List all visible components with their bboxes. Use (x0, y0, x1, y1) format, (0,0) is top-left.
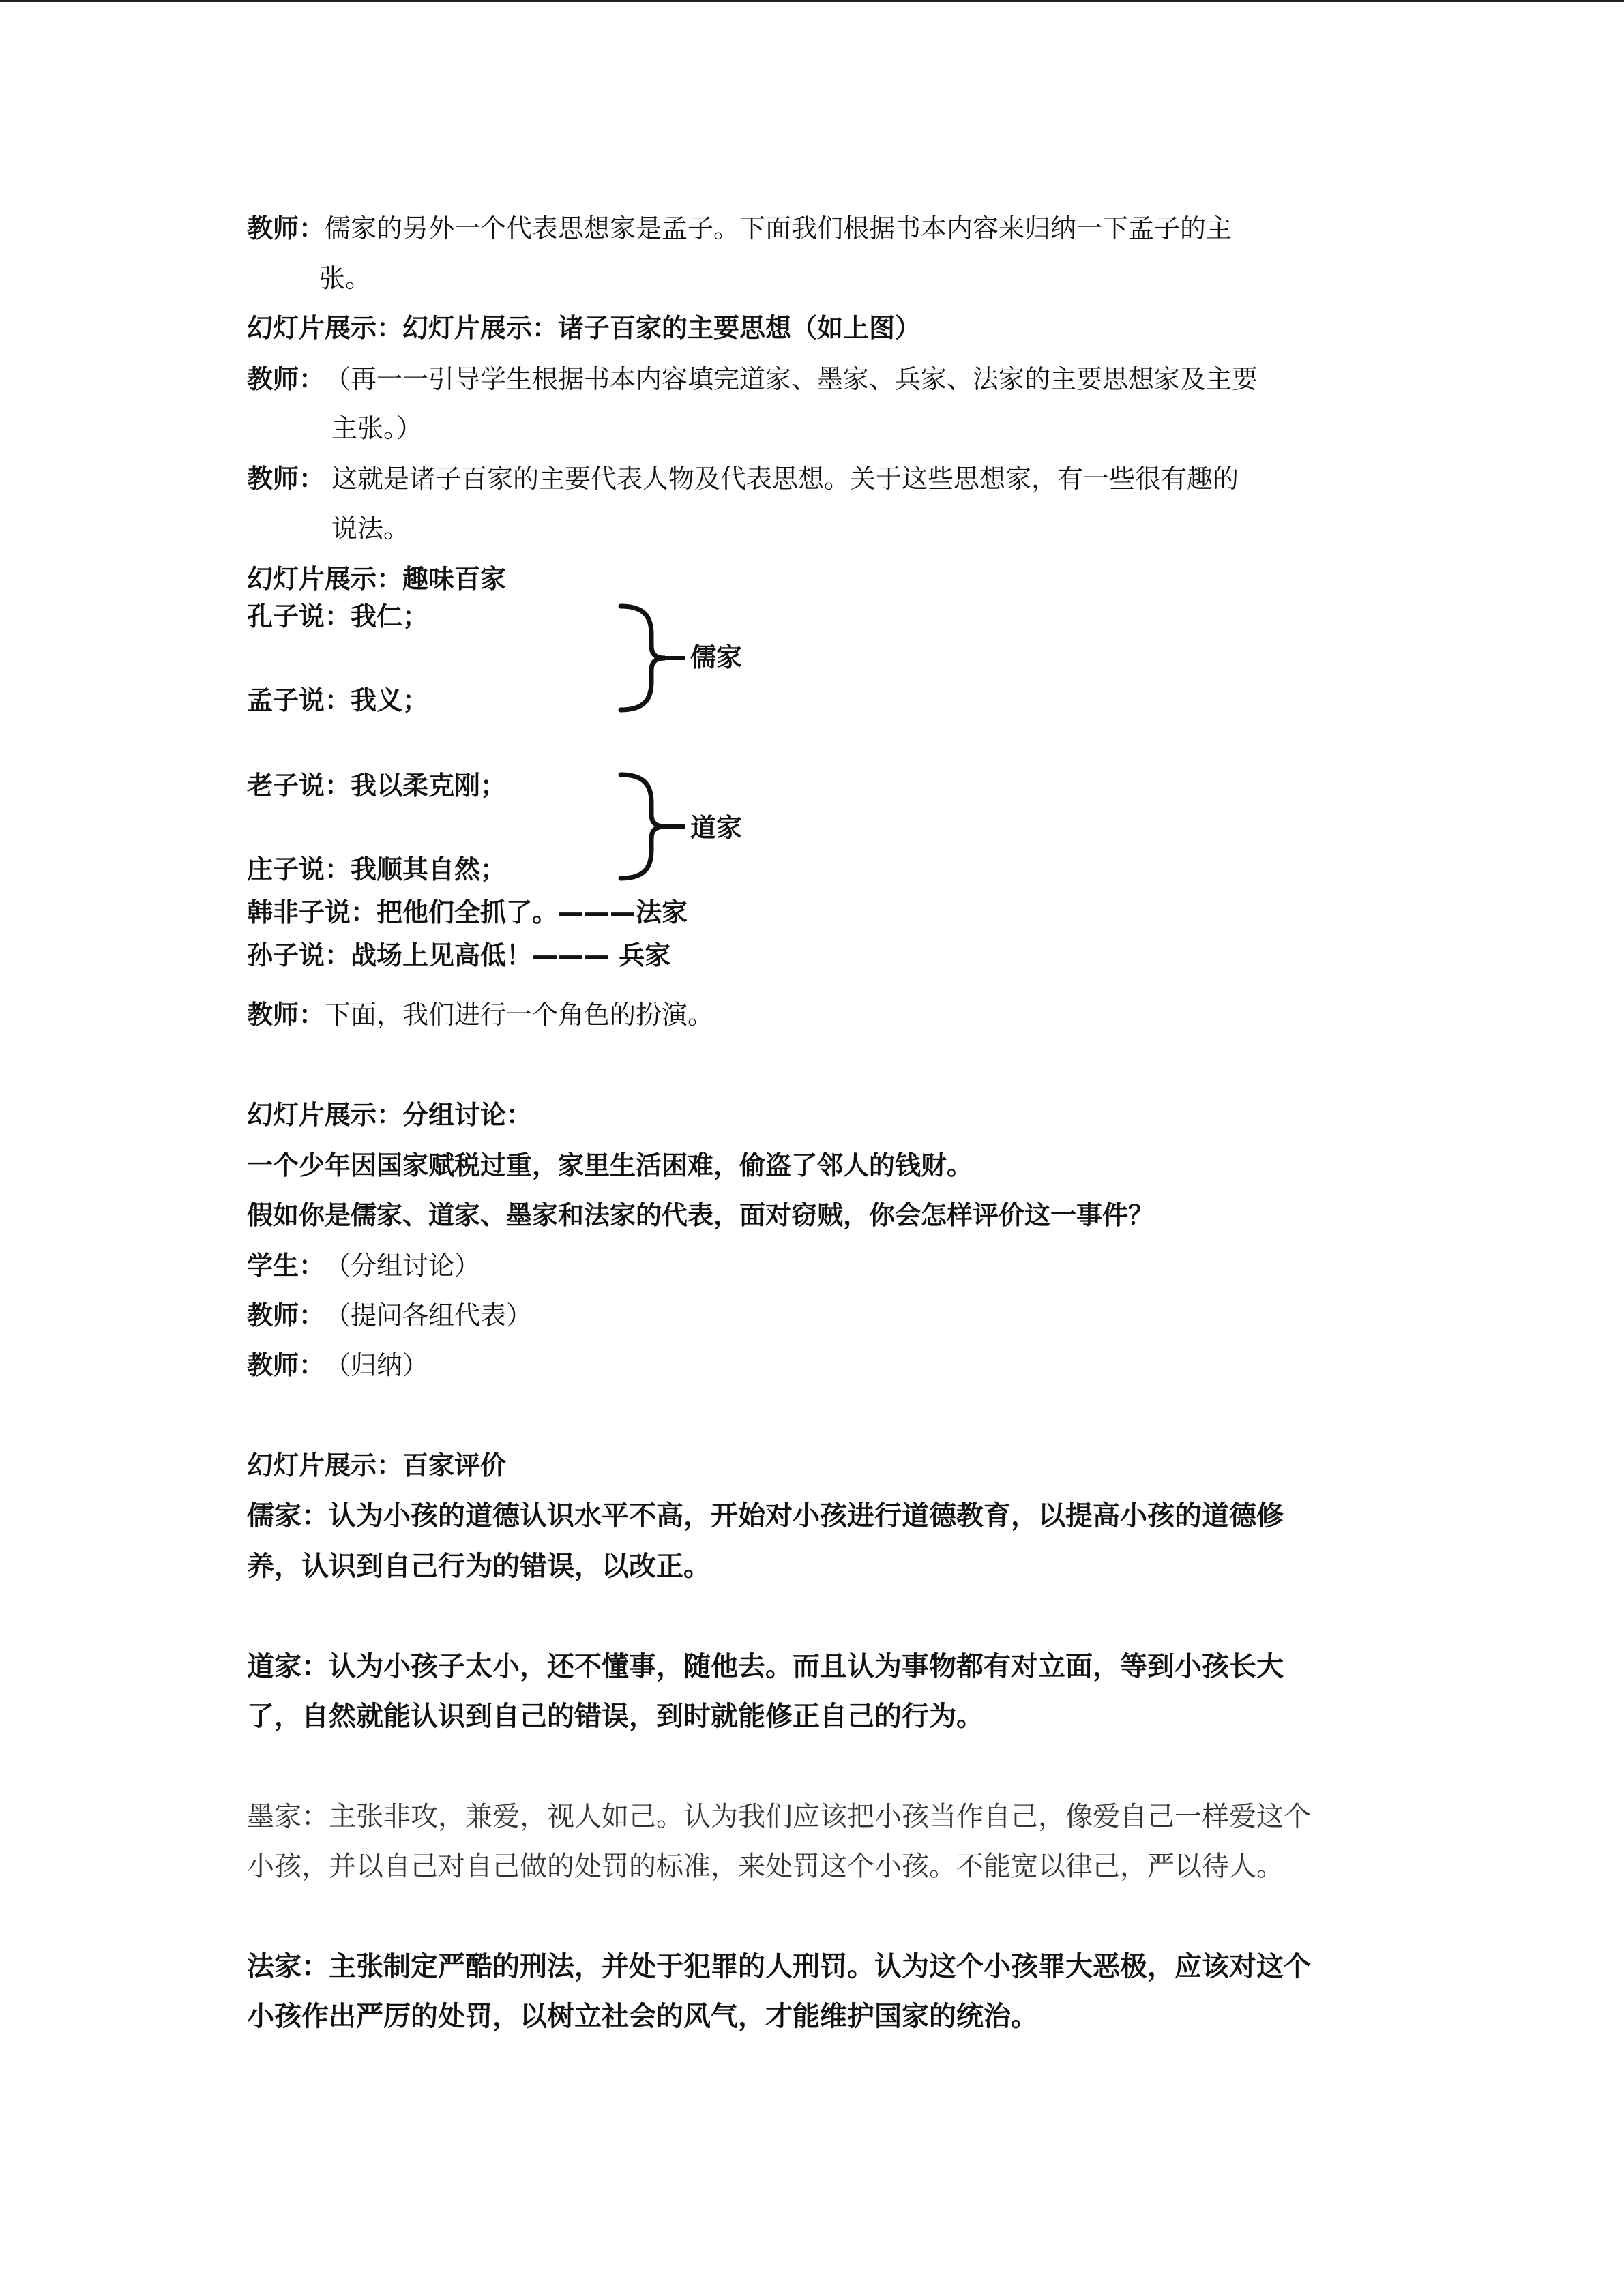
quote-line: 庄子说：我顺其自然； (247, 854, 507, 884)
speaker-label: 教师： (247, 1300, 325, 1330)
right-brace-icon (617, 772, 692, 881)
text-line: 养，认识到自己行为的错误，以改正。 (247, 1551, 711, 1582)
speaker-label: 教师： (247, 1000, 325, 1030)
text-line: 儒家的另外一个代表思想家是孟子。下面我们根据书本内容来归纳一下孟子的主 (325, 213, 1232, 243)
slide-heading: 幻灯片展示：百家评价 (247, 1450, 507, 1480)
speaker-label: 教师： (247, 364, 325, 394)
speaker-label: 教师： (247, 464, 325, 494)
text-line: 墨家：主张非攻，兼爱，视人如己。认为我们应该把小孩当作自己，像爱自己一样爱这个 (247, 1801, 1311, 1832)
right-brace-icon (617, 603, 692, 713)
speaker-label: 学生： (247, 1251, 325, 1281)
quote-line: 孟子说：我义； (247, 685, 429, 715)
text-line: （分组讨论） (325, 1251, 481, 1281)
text-line: 一个少年因国家赋税过重，家里生活困难，偷盗了邻人的钱财。 (247, 1150, 973, 1180)
text-line: （归纳） (325, 1350, 429, 1380)
text-line: 这就是诸子百家的主要代表人物及代表思想。关于这些思想家，有一些很有趣的 (331, 464, 1239, 494)
text-line: 说法。 (331, 513, 410, 543)
school-label: 道家 (690, 813, 743, 843)
page-top-border (0, 0, 1624, 2)
text-line: （提问各组代表） (325, 1300, 533, 1330)
text-line: 儒家：认为小孩的道德认识水平不高，开始对小孩进行道德教育，以提高小孩的道德修 (247, 1500, 1284, 1532)
text-line: 小孩作出严厉的处罚，以树立社会的风气，才能维护国家的统治。 (247, 2001, 1038, 2032)
speaker-label: 教师： (247, 213, 325, 243)
slide-heading: 幻灯片展示：分组讨论： (247, 1100, 533, 1130)
text-line: 主张。） (331, 413, 423, 443)
quote-line: 孔子说：我仁； (247, 601, 429, 631)
text-line: 道家：认为小孩子太小，还不懂事，随他去。而且认为事物都有对立面，等到小孩长大 (247, 1651, 1284, 1682)
text-line: 法家：主张制定严酷的刑法，并处于犯罪的人刑罚。认为这个小孩罪大恶极，应该对这个 (247, 1951, 1311, 1982)
slide-heading: 幻灯片展示：趣味百家 (247, 564, 507, 594)
text-line: 了，自然就能认识到自己的错误，到时就能修正自己的行为。 (247, 1701, 984, 1732)
speaker-label: 教师： (247, 1350, 325, 1380)
text-line: 张。 (319, 263, 372, 293)
school-label: 儒家 (690, 642, 743, 672)
quote-line: 孙子说：战场上见高低！——— 兵家 (247, 940, 671, 970)
text-line: （再一一引导学生根据书本内容填完道家、墨家、兵家、法家的主要思想家及主要 (325, 364, 1258, 394)
text-line: 下面，我们进行一个角色的扮演。 (325, 1000, 714, 1030)
slide-heading: 幻灯片展示：幻灯片展示：诸子百家的主要思想（如上图） (247, 313, 921, 343)
text-line: 假如你是儒家、道家、墨家和法家的代表，面对窃贼，你会怎样评价这一事件？ (247, 1200, 1155, 1230)
quote-line: 老子说：我以柔克刚； (247, 771, 507, 801)
text-line: 小孩，并以自己对自己做的处罚的标准，来处罚这个小孩。不能宽以律己，严以待人。 (247, 1851, 1284, 1882)
quote-line: 韩非子说：把他们全抓了。———法家 (247, 897, 688, 927)
